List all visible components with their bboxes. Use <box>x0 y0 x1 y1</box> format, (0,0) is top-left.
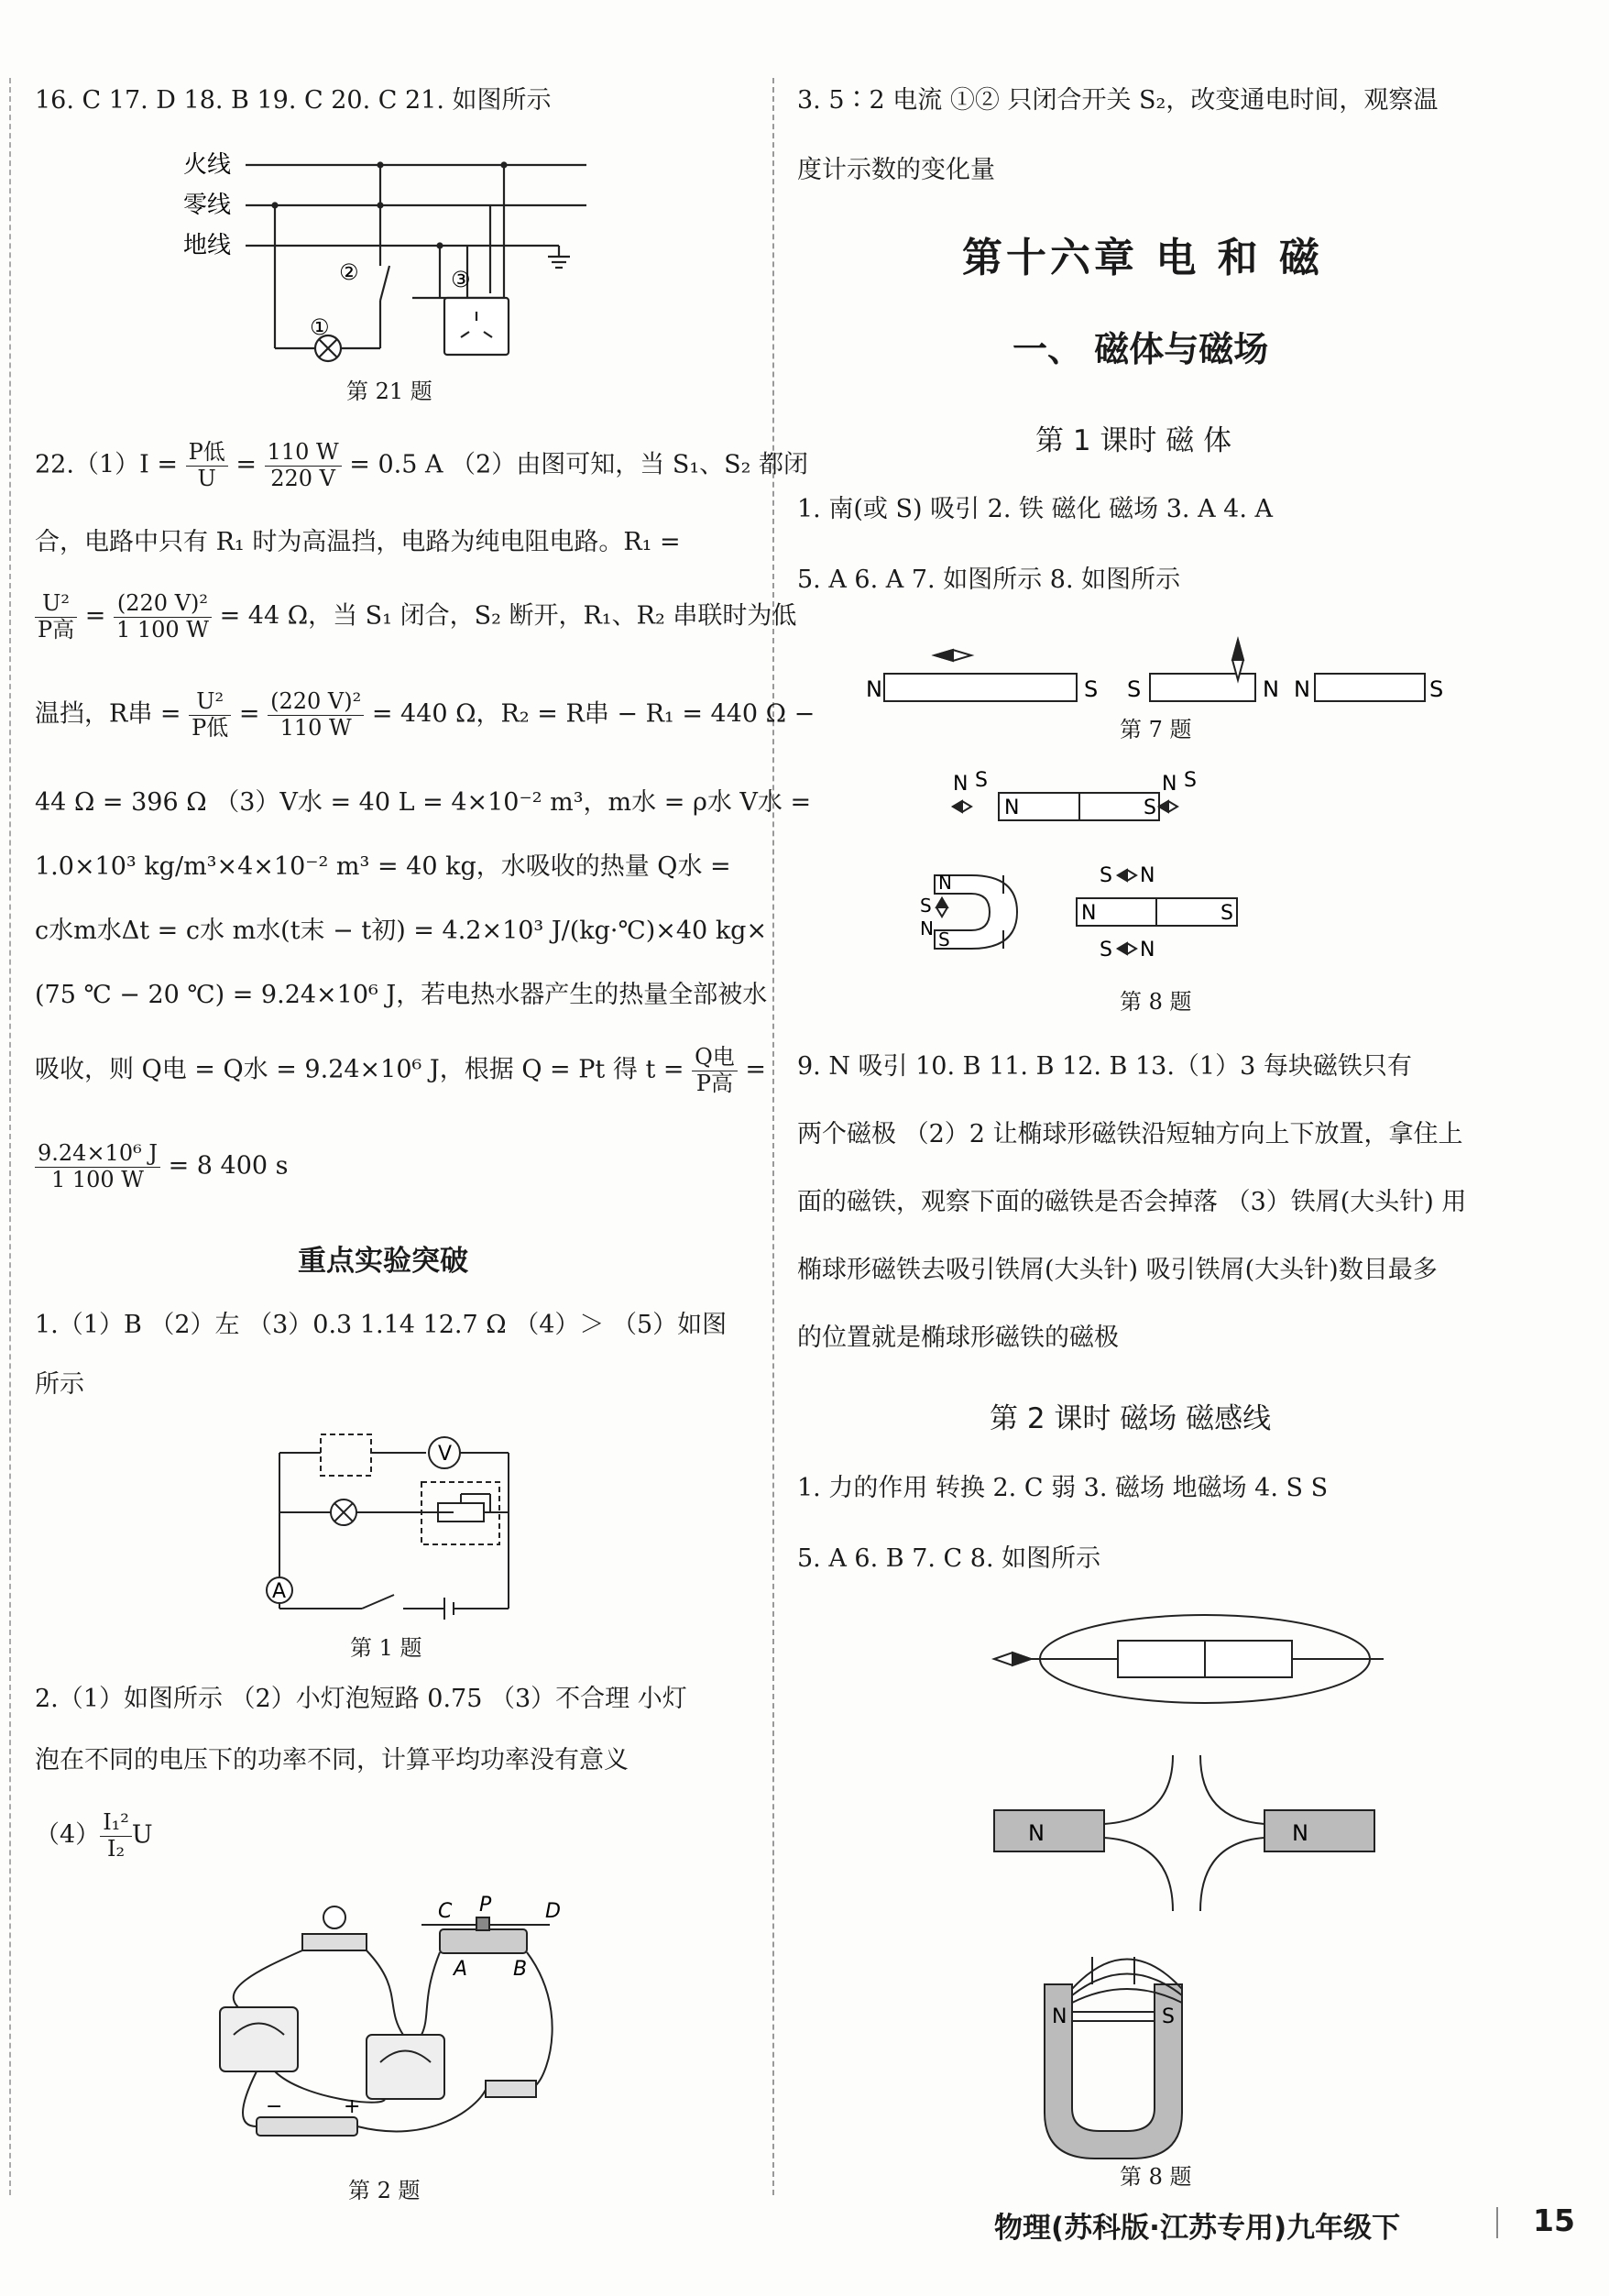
caption-8a: 第 8 题 <box>1120 989 1192 1015</box>
numerator: 110 W <box>265 440 342 467</box>
numerator: I₁² <box>100 1810 132 1837</box>
q22-line-5: 44 Ω = 396 Ω （3）V水 = 40 L = 4×10⁻² m³，m水 = ρ水 V水 = <box>35 788 812 817</box>
fraction <box>268 689 364 741</box>
fraction <box>114 591 212 643</box>
marker-3: ③ <box>451 267 471 292</box>
section-title: 一、 磁体与磁场 <box>1012 329 1269 369</box>
fig8-bar2-s: S <box>1220 902 1233 925</box>
lesson2-line-1: 1. 力的作用 转换 2. C 弱 3. 磁场 地磁场 4. S S <box>797 1474 1329 1502</box>
fig8-c1-s: S <box>975 769 988 792</box>
column-divider <box>772 78 774 2195</box>
numerator: 9.24×10⁶ J <box>35 1141 160 1168</box>
fig8-c1-n: N <box>953 773 969 796</box>
q22-line-2: 合，电路中只有 R₁ 时为高温挡，电路为纯电阻电路。R₁ = <box>35 528 681 556</box>
neutral-wire-label: 零线 <box>183 192 232 219</box>
lesson1-line-7: 的位置就是椭球形磁铁的磁极 <box>797 1324 1119 1352</box>
ammeter-label: A <box>272 1580 287 1603</box>
caption-8b: 第 8 题 <box>1120 2164 1192 2190</box>
fig8-c4-s: S <box>1100 864 1112 887</box>
chapter-title: 第十六章 电 和 磁 <box>962 235 1323 281</box>
numerator: (220 V)² <box>268 689 364 716</box>
fraction <box>35 591 77 643</box>
voltmeter-label: V <box>438 1443 453 1466</box>
q22-line-8: (75 ℃ − 20 ℃) = 9.24×10⁶ J，若电热水器产生的热量全部被水 <box>35 981 768 1009</box>
caption-exp2: 第 2 题 <box>348 2178 421 2203</box>
lesson1-line-3: 9. N 吸引 10. B 11. B 12. B 13.（1）3 每块磁铁只有 <box>797 1052 1412 1081</box>
figure-8-compasses <box>916 770 1484 990</box>
q22-line-6: 1.0×10³ kg/m³×4×10⁻² m³ = 40 kg，水吸收的热量 Q水 = <box>35 852 731 881</box>
caption-21: 第 21 题 <box>346 379 432 404</box>
fig8-c3-n: N <box>920 917 934 939</box>
fig8-c2-s: S <box>1184 769 1197 792</box>
fig8-c2-n: N <box>1162 773 1177 796</box>
q22-d-post: = 440 Ω，R₂ = R串 − R₁ = 440 Ω − <box>371 699 815 729</box>
label-b: B <box>513 1958 528 1981</box>
e2-c-pre: （4） <box>35 1820 101 1850</box>
denominator: U <box>197 465 216 491</box>
fig8-bar-s: S <box>1144 796 1156 819</box>
marker-2: ② <box>339 259 359 285</box>
lesson1-line-2: 5. A 6. A 7. 如图所示 8. 如图所示 <box>797 566 1181 594</box>
fraction <box>189 689 231 741</box>
fig7-s2: S <box>1127 676 1142 702</box>
label-p: P <box>479 1894 492 1917</box>
lesson1-line-6: 椭球形磁铁去吸引铁屑(大头针) 吸引铁屑(大头针)数目最多 <box>797 1256 1438 1284</box>
figure-exp2-apparatus <box>202 1894 605 2172</box>
label-plus: + <box>344 2095 361 2118</box>
numerator: Q电 <box>692 1045 738 1071</box>
caption-7: 第 7 题 <box>1120 717 1192 742</box>
denominator: 1 100 W <box>115 616 209 643</box>
denominator: 1 100 W <box>50 1166 144 1192</box>
fig8-bar2-n: N <box>1081 902 1097 925</box>
fig8b-n-right: N <box>1292 1820 1308 1846</box>
exp2-line-2: 泡在不同的电压下的功率不同，计算平均功率没有意义 <box>35 1746 629 1774</box>
figure-8b-field-lines <box>990 1599 1384 2168</box>
fig8-c4-n: N <box>1140 864 1155 887</box>
q22-j-post: = 8 400 s <box>168 1151 289 1181</box>
section-key-experiments: 重点实验突破 <box>298 1245 468 1278</box>
footer-book-title: 物理(苏科版·江苏专用)九年级下 <box>994 2212 1401 2245</box>
fig8-c5-n: N <box>1140 939 1155 961</box>
fig8-u-s: S <box>938 928 950 950</box>
left-margin-rule <box>9 78 11 2195</box>
numerator: U² <box>189 689 231 716</box>
q22-c-post: = 44 Ω，当 S₁ 闭合，S₂ 断开，R₁、R₂ 串联时为低 <box>219 601 797 631</box>
denominator: 110 W <box>279 714 352 741</box>
exp2-line-3 <box>35 1810 153 1862</box>
denominator: 220 V <box>270 465 335 491</box>
numerator: (220 V)² <box>114 591 212 618</box>
right-line-1: 3. 5∶2 电流 ①② 只闭合开关 S₂，改变通电时间，观察温 <box>797 86 1439 115</box>
exp2-line-1: 2.（1）如图所示 （2）小灯泡短路 0.75 （3）不合理 小灯 <box>35 1685 687 1713</box>
numerator: P低 <box>186 440 228 467</box>
fig8-c3-s: S <box>920 895 932 917</box>
denominator: P高 <box>38 616 75 643</box>
fig7-n3: N <box>1294 676 1310 702</box>
exp1-line-1: 1.（1）B （2）左 （3）0.3 1.14 12.7 Ω （4）＞ （5）如图 <box>35 1311 728 1339</box>
fig8b-u-n: N <box>1052 2005 1067 2028</box>
q22-line-1: 22.（1）I = $\frac{\text{P低}}{U}$ = $\frac{110 W}{220 V}$ = 0.5 A （2）由图可知，当 S₁、S₂ 都闭 <box>35 439 809 491</box>
fig8-c5-s: S <box>1100 939 1112 961</box>
label-c: C <box>438 1900 453 1923</box>
fig8-u-n: N <box>938 872 952 894</box>
lesson1-line-5: 面的磁铁，观察下面的磁铁是否会掉落 （3）铁屑(大头针) 用 <box>797 1188 1467 1216</box>
lesson-2-title: 第 2 课时 磁场 磁感线 <box>990 1402 1272 1435</box>
label-a: A <box>454 1958 468 1981</box>
right-line-2: 度计示数的变化量 <box>797 156 995 184</box>
q22-a-post: = 0.5 A （2）由图可知，当 S₁、S₂ 都闭 <box>349 450 809 479</box>
q22-line-7: c水m水Δt = c水 m水(t末 − t初) = 4.2×10³ J/(kg·℃)×40 kg× <box>35 917 768 945</box>
figure-21-wiring-diagram <box>174 137 614 367</box>
denominator: I₂ <box>107 1835 126 1862</box>
exp1-line-2: 所示 <box>35 1370 84 1399</box>
fraction <box>100 1810 132 1862</box>
footer-separator <box>1496 2207 1498 2238</box>
denominator: P高 <box>695 1070 734 1096</box>
e2-c-post: U <box>131 1820 153 1850</box>
fig7-n2: N <box>1263 676 1279 702</box>
label-minus: − <box>266 2095 283 2118</box>
figure-exp1-circuit <box>257 1425 531 1627</box>
caption-exp1: 第 1 题 <box>350 1635 422 1661</box>
q22-line-4: 温挡，R串 = $\frac{\text{U²}}{\text{P低}}$ = $\frac{\text{(220 V)²}}{110 W}$ = 440 Ω，R₂ = R串 − R₁ = 440 Ω − <box>35 688 815 741</box>
fig7-n1: N <box>866 676 882 702</box>
fig8-bar-n: N <box>1004 796 1020 819</box>
fraction <box>186 440 228 491</box>
lesson1-line-1: 1. 南(或 S) 吸引 2. 铁 磁化 磁场 3. A 4. A <box>797 495 1274 523</box>
denominator: P低 <box>192 714 229 741</box>
fraction <box>35 1141 160 1192</box>
fig7-s3: S <box>1429 676 1444 702</box>
live-wire-label: 火线 <box>183 151 232 179</box>
fig7-s1: S <box>1084 676 1099 702</box>
numerator: U² <box>35 591 77 618</box>
fig8b-u-s: S <box>1162 2005 1175 2028</box>
lesson1-line-4: 两个磁极 （2）2 让椭球形磁铁沿短轴方向上下放置，拿住上 <box>797 1120 1463 1148</box>
q22-a-pre: 22.（1）I = <box>35 450 178 479</box>
lesson-1-title: 第 1 课时 磁 体 <box>1035 424 1232 457</box>
ground-wire-label: 地线 <box>183 232 232 259</box>
q22-line-3: $\frac{\text{U²}}{\text{P高}}$ = $\frac{\text{(220 V)²}}{1 100 W}$ = 44 Ω，当 S₁ 闭合，S₂ 断开，R₁、R₂ 串联时为低 <box>35 591 796 643</box>
lesson2-line-2: 5. A 6. B 7. C 8. 如图所示 <box>797 1544 1101 1573</box>
answers-16-21: 16. C 17. D 18. B 19. C 20. C 21. 如图所示 <box>35 86 552 115</box>
label-d: D <box>545 1900 561 1923</box>
page-number: 15 <box>1533 2203 1575 2238</box>
q22-line-9: 吸收，则 Q电 = Q水 = 9.24×10⁶ J，根据 Q = Pt 得 t = $\frac{\text{Q电}}{\text{P高}}$ = <box>35 1044 766 1096</box>
q22-d-pre: 温挡，R串 = <box>35 699 181 729</box>
fraction <box>265 440 342 491</box>
q22-line-10 <box>35 1141 289 1192</box>
q22-i-pre: 吸收，则 Q电 = Q水 = 9.24×10⁶ J，根据 Q = Pt 得 t = <box>35 1055 684 1084</box>
fraction <box>692 1045 738 1096</box>
fig8b-n-left: N <box>1028 1820 1045 1846</box>
marker-1: ① <box>310 314 330 340</box>
